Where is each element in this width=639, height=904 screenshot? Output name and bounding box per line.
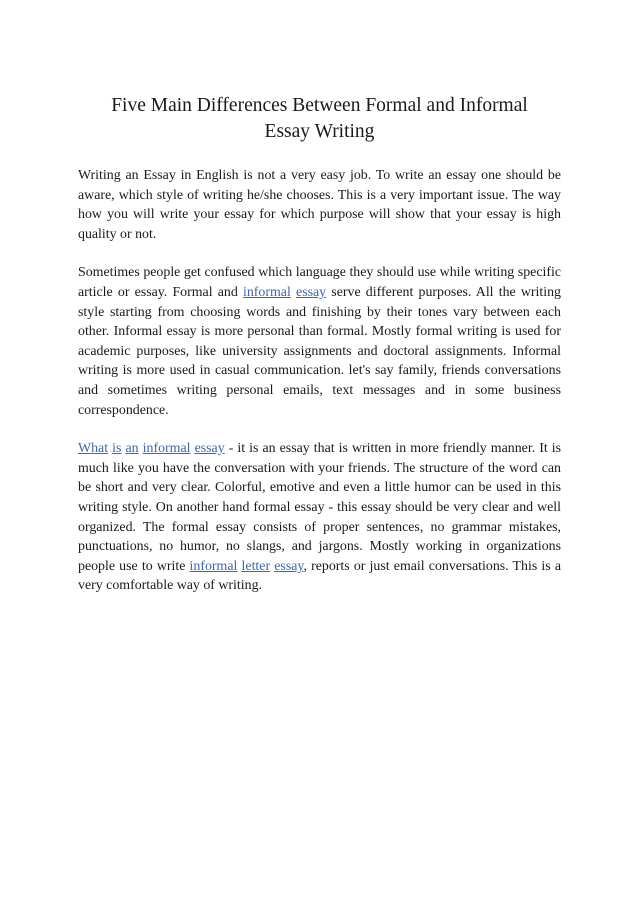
link-what[interactable]: What [78, 441, 109, 457]
paragraph-2-text-b: serve different purposes. All the writing style starting from choosing words and finishing by their tones vary between each other. Informal essay is more personal than formal. Mostly formal writing is used for academic purposes, like university assignments and doctoral assignments. Informal writing is more used in casual communication. let's say family, friends conversations and sometimes writing personal emails, text messages and in some business correspondence. [78, 284, 561, 418]
document-page [78, 93, 561, 596]
link-essay-2[interactable]: essay [194, 441, 225, 457]
title-line-1: Five Main Differences Between Formal and Informal [111, 95, 528, 116]
link-informal[interactable]: informal [243, 284, 291, 300]
link-informal-2[interactable]: informal [142, 441, 191, 457]
link-is[interactable]: is [112, 441, 122, 457]
paragraph-3-text-b: , reports or just email conversations. This is a very comfortable way of writing. [78, 558, 561, 594]
link-an[interactable]: an [125, 441, 139, 457]
link-informal-3[interactable]: informal [189, 558, 238, 574]
document-title [78, 93, 561, 145]
link-essay[interactable]: essay [296, 284, 327, 300]
title-line-2: Essay Writing [264, 121, 375, 142]
paragraph-3 [78, 439, 561, 596]
paragraph-3-text-a: - it is an essay that is written in more friendly manner. It is much like you have the conversation with your friends. The structure of the word can be short and very clear. Colorful, emotive and even a little humor can be used in this writing style. On another hand formal essay - this essay should be very clear and well organized. The formal essay consists of proper sentences, no grammar mistakes, punctuations, no humor, no slangs, and jargons. Mostly working in organizations people use to write [78, 441, 562, 574]
link-letter[interactable]: letter [241, 558, 271, 574]
paragraph-1: Writing an Essay in English is not a very easy job. To write an essay one should be aware, which style of writing he/she chooses. This is a very important issue. The way how you will write your essay for which purpose will show that your essay is high quality or not. [78, 168, 561, 242]
paragraph-2-text-a: Sometimes people get confused which language they should use while writing specific article or essay. Formal and [78, 265, 561, 300]
paragraph-2 [78, 263, 561, 420]
link-essay-3[interactable]: essay [274, 558, 304, 574]
